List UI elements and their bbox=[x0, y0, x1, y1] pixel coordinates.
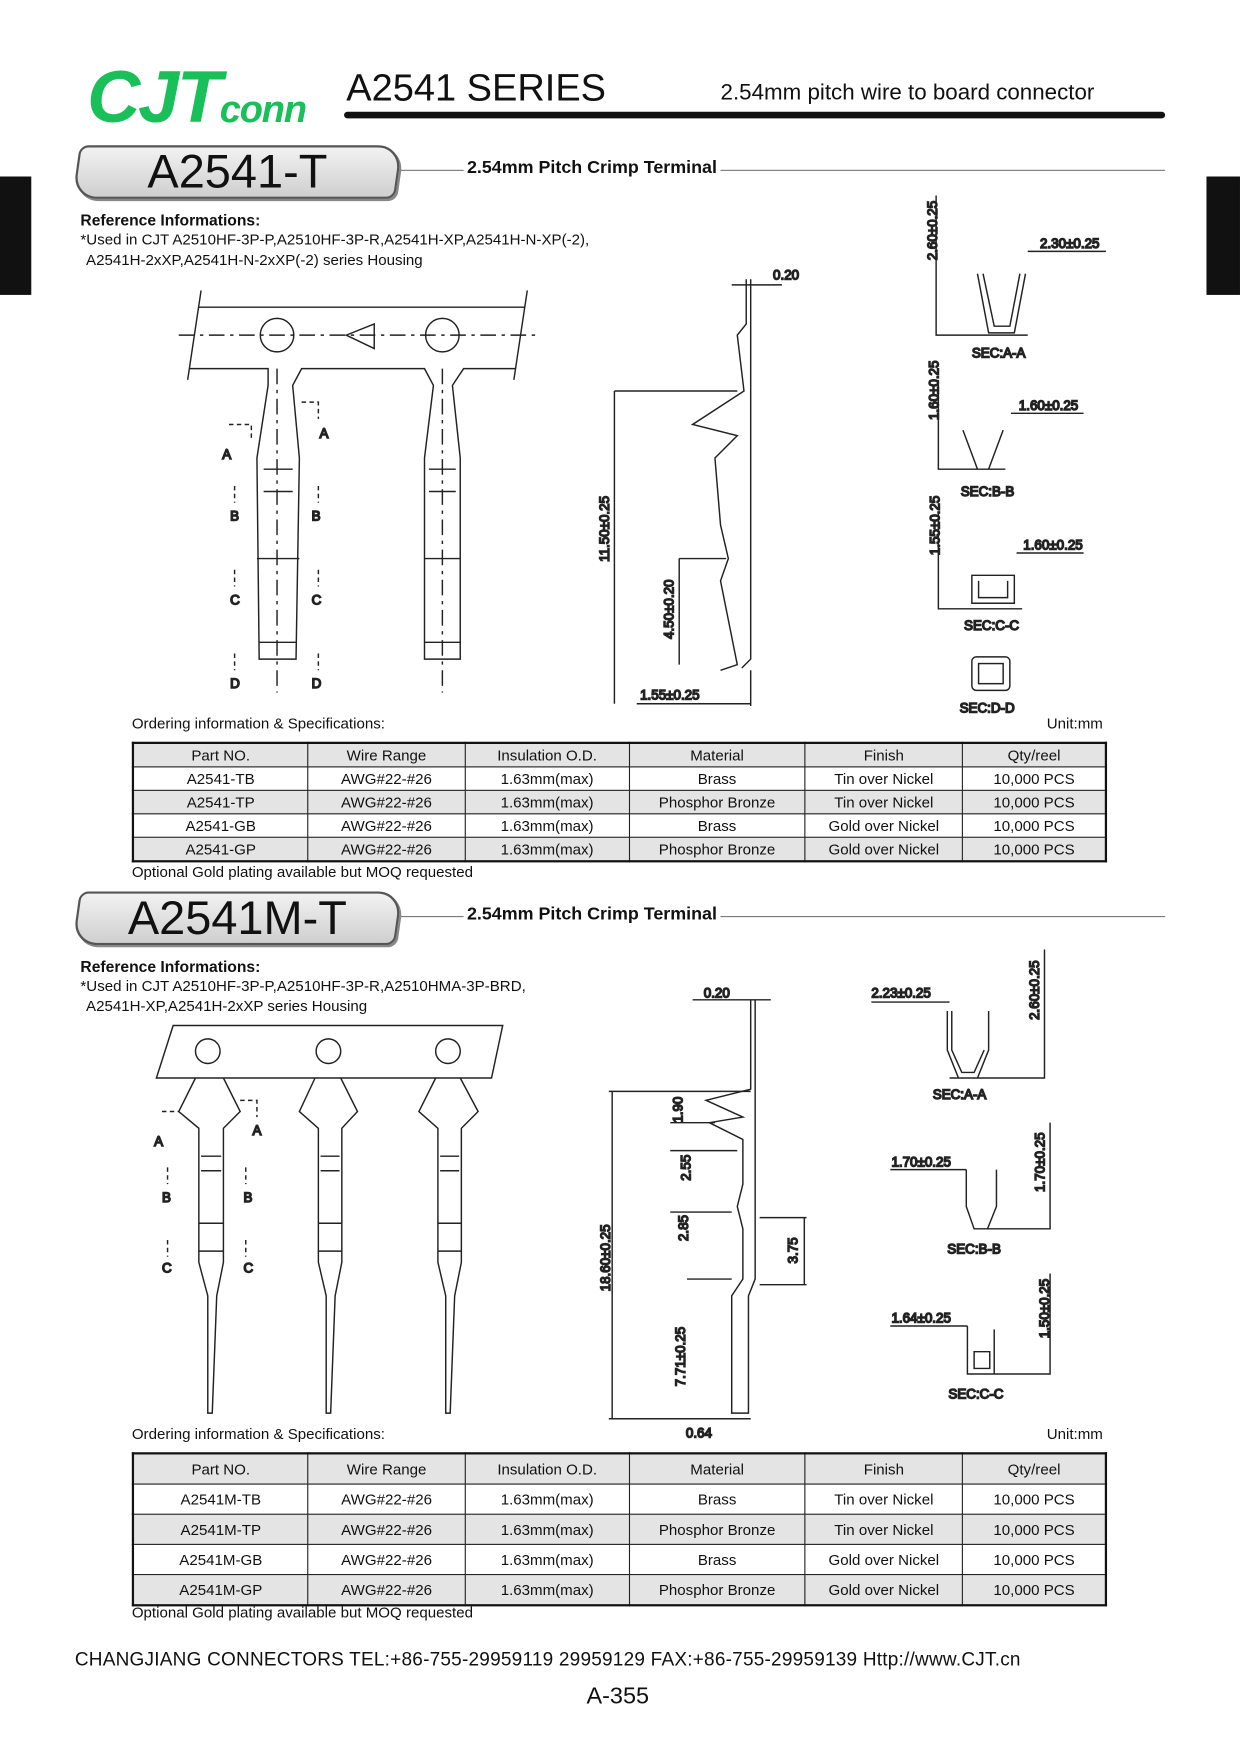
table-note: Optional Gold plating available but MOQ requested bbox=[131, 1604, 474, 1621]
table-note: Optional Gold plating available but MOQ requested bbox=[131, 863, 474, 881]
table-cell: A2541-TP bbox=[133, 790, 308, 813]
section-marker: B bbox=[311, 508, 321, 524]
column-header: Part NO. bbox=[133, 1453, 308, 1484]
reference-line: *Used in CJT A2510HF-3P-P,A2510HF-3P-R,A2541H-XP,A2541H-N-XP(-2), bbox=[80, 231, 590, 248]
dimension-label: 0.20 bbox=[773, 267, 800, 283]
dimension-label: 2.60±0.25 bbox=[1026, 960, 1042, 1020]
column-header: Qty/reel bbox=[963, 743, 1106, 767]
section-marker: B bbox=[243, 1189, 253, 1205]
table-cell: 10,000 PCS bbox=[963, 1514, 1106, 1544]
section-marker: D bbox=[230, 676, 240, 692]
model-badge: A2541-T bbox=[72, 145, 402, 199]
column-header: Insulation O.D. bbox=[465, 1453, 629, 1484]
section-marker: B bbox=[230, 508, 240, 524]
dimension-label: 7.71±0.25 bbox=[672, 1326, 688, 1387]
table-cell: 10,000 PCS bbox=[963, 790, 1106, 813]
terminal-side-view-2 bbox=[609, 1000, 807, 1419]
table-cell: Gold over Nickel bbox=[805, 1575, 963, 1606]
table-cell: Phosphor Bronze bbox=[629, 837, 805, 861]
section-marker: C bbox=[311, 592, 322, 608]
table-cell: 1.63mm(max) bbox=[465, 767, 629, 790]
dimension-label: 1.60±0.25 bbox=[926, 360, 942, 421]
section-label: SEC:A-A bbox=[971, 345, 1026, 361]
dimension-label: 0.64 bbox=[685, 1425, 712, 1441]
column-header: Insulation O.D. bbox=[465, 743, 629, 767]
table-cell: AWG#22-#26 bbox=[308, 1484, 465, 1514]
column-header: Wire Range bbox=[308, 1453, 465, 1484]
dimension-label: 1.60±0.25 bbox=[1018, 397, 1079, 413]
table-cell: 10,000 PCS bbox=[963, 767, 1106, 790]
table-cell: AWG#22-#26 bbox=[308, 1514, 465, 1544]
table-cell: AWG#22-#26 bbox=[308, 1544, 465, 1574]
table-cell: AWG#22-#26 bbox=[308, 790, 465, 813]
ordering-label: Ordering information & Specifications: bbox=[131, 714, 385, 732]
section-marker: C bbox=[161, 1260, 172, 1276]
section-marker: C bbox=[230, 592, 240, 608]
dimension-label: 18.60±0.25 bbox=[597, 1224, 613, 1292]
section-marker: A bbox=[154, 1134, 164, 1150]
table-cell: Tin over Nickel bbox=[805, 1514, 963, 1544]
column-header: Qty/reel bbox=[963, 1453, 1106, 1484]
section-label: SEC:D-D bbox=[959, 700, 1015, 716]
dimension-label: 2.30±0.25 bbox=[1040, 235, 1100, 251]
section-title: 2.54mm Pitch Crimp Terminal bbox=[464, 159, 721, 179]
section-marker: A bbox=[222, 447, 232, 463]
page-number: A-355 bbox=[586, 1683, 650, 1710]
table-cell: Brass bbox=[629, 767, 805, 790]
table-cell: A2541-TB bbox=[133, 767, 308, 790]
dimension-label: 1.70±0.25 bbox=[891, 1154, 951, 1170]
table-cell: A2541-GB bbox=[133, 814, 308, 837]
table-cell: AWG#22-#26 bbox=[308, 837, 465, 861]
dimension-label: 11.50±0.25 bbox=[596, 495, 612, 562]
table-cell: 1.63mm(max) bbox=[465, 1575, 629, 1606]
section-label: SEC:B-B bbox=[960, 483, 1015, 499]
column-header: Material bbox=[629, 743, 805, 767]
table-cell: A2541-GP bbox=[133, 837, 308, 861]
table-cell: Phosphor Bronze bbox=[629, 790, 805, 813]
table-cell: Brass bbox=[629, 814, 805, 837]
table-cell: AWG#22-#26 bbox=[308, 814, 465, 837]
section-label: SEC:C-C bbox=[964, 618, 1020, 634]
section-marker: A bbox=[319, 425, 329, 441]
dimension-label: 0.20 bbox=[703, 985, 730, 1001]
cross-section-views-1 bbox=[936, 195, 1106, 690]
dimension-label: 1.70±0.25 bbox=[1032, 1132, 1048, 1192]
table-cell: AWG#22-#26 bbox=[308, 1575, 465, 1606]
table-cell: 10,000 PCS bbox=[963, 1575, 1106, 1606]
section-label: SEC:B-B bbox=[947, 1241, 1001, 1257]
section-marker: A bbox=[252, 1122, 262, 1138]
table-cell: Tin over Nickel bbox=[805, 767, 963, 790]
table-cell: 10,000 PCS bbox=[963, 837, 1106, 861]
dimension-label: 2.55 bbox=[678, 1154, 694, 1181]
table-cell: AWG#22-#26 bbox=[308, 767, 465, 790]
terminal-strip-drawing-1 bbox=[179, 290, 536, 692]
reference-line: A2541H-XP,A2541H-2xXP series Housing bbox=[86, 997, 368, 1015]
terminal-strip-drawing-2 bbox=[156, 1025, 502, 1413]
footer-contact: CHANGJIANG CONNECTORS TEL:+86-755-29959119 29959129 FAX:+86-755-29959139 Http://www.CJT.cn bbox=[74, 1648, 1021, 1671]
table-cell: 1.63mm(max) bbox=[465, 814, 629, 837]
table-cell: 1.63mm(max) bbox=[465, 1514, 629, 1544]
section-label: SEC:A-A bbox=[932, 1087, 987, 1103]
section-title: 2.54mm Pitch Crimp Terminal bbox=[464, 905, 721, 925]
table-cell: Brass bbox=[629, 1484, 805, 1514]
table-cell: Tin over Nickel bbox=[805, 1484, 963, 1514]
table-cell: 1.63mm(max) bbox=[465, 1484, 629, 1514]
column-header: Material bbox=[629, 1453, 805, 1484]
section-marker: B bbox=[161, 1189, 171, 1205]
table-cell: A2541M-GB bbox=[133, 1544, 308, 1574]
section-marker: D bbox=[311, 676, 322, 692]
unit-label: Unit:mm bbox=[1046, 714, 1103, 732]
table-cell: Brass bbox=[629, 1544, 805, 1574]
column-header: Part NO. bbox=[133, 743, 308, 767]
table-cell: Tin over Nickel bbox=[805, 790, 963, 813]
dimension-label: 3.75 bbox=[785, 1237, 801, 1264]
dimension-label: 1.55±0.25 bbox=[640, 687, 700, 703]
dimension-label: 4.50±0.20 bbox=[661, 579, 677, 639]
dimension-label: 1.90 bbox=[670, 1096, 686, 1123]
dimension-label: 1.55±0.25 bbox=[927, 495, 943, 556]
column-header: Finish bbox=[805, 743, 963, 767]
reference-line: *Used in CJT A2510HF-3P-P,A2510HF-3P-R,A2510HMA-3P-BRD, bbox=[80, 977, 526, 995]
table-cell: 10,000 PCS bbox=[963, 1544, 1106, 1574]
column-header: Finish bbox=[805, 1453, 963, 1484]
table-cell: 10,000 PCS bbox=[963, 1484, 1106, 1514]
dimension-label: 2.85 bbox=[676, 1215, 692, 1242]
section-label: SEC:C-C bbox=[948, 1386, 1004, 1402]
table-cell: Phosphor Bronze bbox=[629, 1514, 805, 1544]
table-cell: A2541M-TP bbox=[133, 1514, 308, 1544]
table-cell: 1.63mm(max) bbox=[465, 837, 629, 861]
dimension-label: 1.50±0.25 bbox=[1036, 1278, 1052, 1339]
table-cell: Gold over Nickel bbox=[805, 814, 963, 837]
column-header: Wire Range bbox=[308, 743, 465, 767]
section-marker: C bbox=[243, 1260, 254, 1276]
terminal-side-view-1 bbox=[614, 279, 782, 706]
model-badge: A2541M-T bbox=[72, 891, 402, 945]
table-cell: Gold over Nickel bbox=[805, 837, 963, 861]
dimension-label: 1.64±0.25 bbox=[891, 1310, 951, 1326]
series-title: A2541 SERIES bbox=[346, 67, 607, 110]
reference-heading: Reference Informations: bbox=[80, 211, 261, 230]
table-cell: Phosphor Bronze bbox=[629, 1575, 805, 1606]
table-cell: 1.63mm(max) bbox=[465, 1544, 629, 1574]
ordering-label: Ordering information & Specifications: bbox=[131, 1425, 385, 1443]
table-cell: A2541M-TB bbox=[133, 1484, 308, 1514]
series-subtitle: 2.54mm pitch wire to board connector bbox=[720, 80, 1095, 106]
table-cell: Gold over Nickel bbox=[805, 1544, 963, 1574]
dimension-label: 1.60±0.25 bbox=[1023, 537, 1083, 553]
reference-line: A2541H-2xXP,A2541H-N-2xXP(-2) series Housing bbox=[86, 251, 423, 269]
table-cell: 10,000 PCS bbox=[963, 814, 1106, 837]
cjt-logo: CJTconn bbox=[87, 54, 306, 138]
table-cell: A2541M-GP bbox=[133, 1575, 308, 1606]
dimension-label: 2.60±0.25 bbox=[925, 200, 941, 261]
dimension-label: 2.23±0.25 bbox=[871, 985, 931, 1001]
table-cell: 1.63mm(max) bbox=[465, 790, 629, 813]
reference-heading: Reference Informations: bbox=[80, 957, 261, 976]
unit-label: Unit:mm bbox=[1046, 1425, 1103, 1443]
